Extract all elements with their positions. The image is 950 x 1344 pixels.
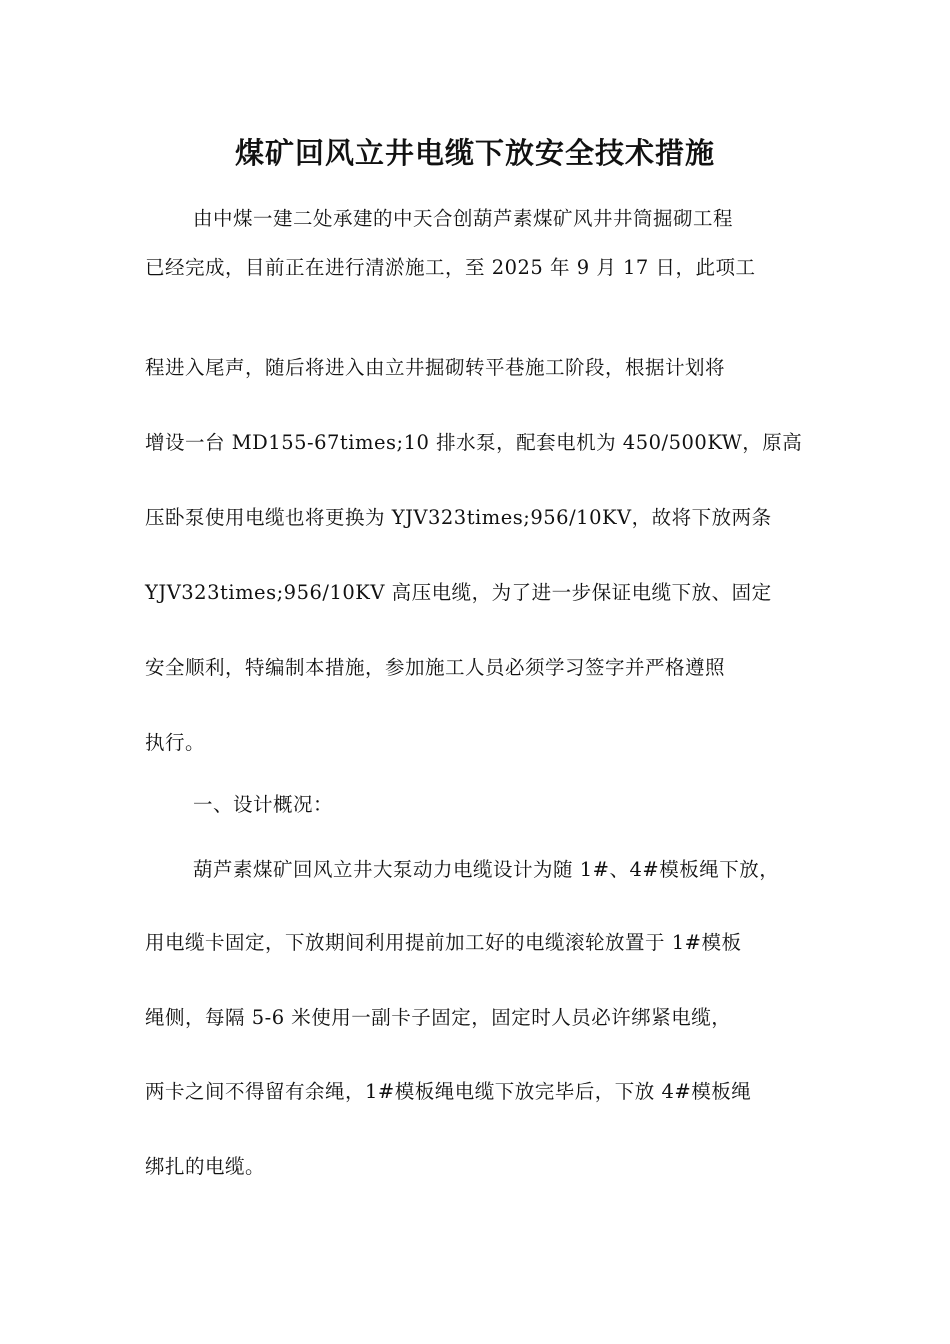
paragraph-line: 增设一台 MD155-67times;10 排水泵，配套电机为 450/500KW，原高 bbox=[145, 431, 803, 454]
paragraph-line: 已经完成，目前正在进行清淤施工，至 2025 年 9 月 17 日，此项工 bbox=[145, 256, 756, 279]
paragraph-line: 压卧泵使用电缆也将更换为 YJV323times;956/10KV，故将下放两条 bbox=[145, 506, 772, 529]
paragraph-line: 葫芦素煤矿回风立井大泵动力电缆设计为随 1#、4#模板绳下放， bbox=[193, 858, 780, 881]
paragraph-line: YJV323times;956/10KV 高压电缆，为了进一步保证电缆下放、固定 bbox=[145, 581, 772, 604]
paragraph-line: 两卡之间不得留有余绳，1#模板绳电缆下放完毕后，下放 4#模板绳 bbox=[145, 1080, 752, 1103]
paragraph-line: 由中煤一建二处承建的中天合创葫芦素煤矿风井井筒掘砌工程 bbox=[193, 207, 734, 230]
paragraph-line: 绑扎的电缆。 bbox=[145, 1155, 266, 1178]
paragraph-line: 执行。 bbox=[145, 731, 206, 754]
paragraph-line: 用电缆卡固定，下放期间利用提前加工好的电缆滚轮放置于 1#模板 bbox=[145, 931, 742, 954]
section-heading: 一、设计概况： bbox=[193, 793, 334, 816]
paragraph-line: 程进入尾声，随后将进入由立井掘砌转平巷施工阶段，根据计划将 bbox=[145, 356, 726, 379]
paragraph-line: 安全顺利，特编制本措施，参加施工人员必须学习签字并严格遵照 bbox=[145, 656, 726, 679]
document-title: 煤矿回风立井电缆下放安全技术措施 bbox=[234, 136, 715, 170]
paragraph-line: 绳侧，每隔 5-6 米使用一副卡子固定，固定时人员必许绑紧电缆， bbox=[145, 1006, 732, 1029]
